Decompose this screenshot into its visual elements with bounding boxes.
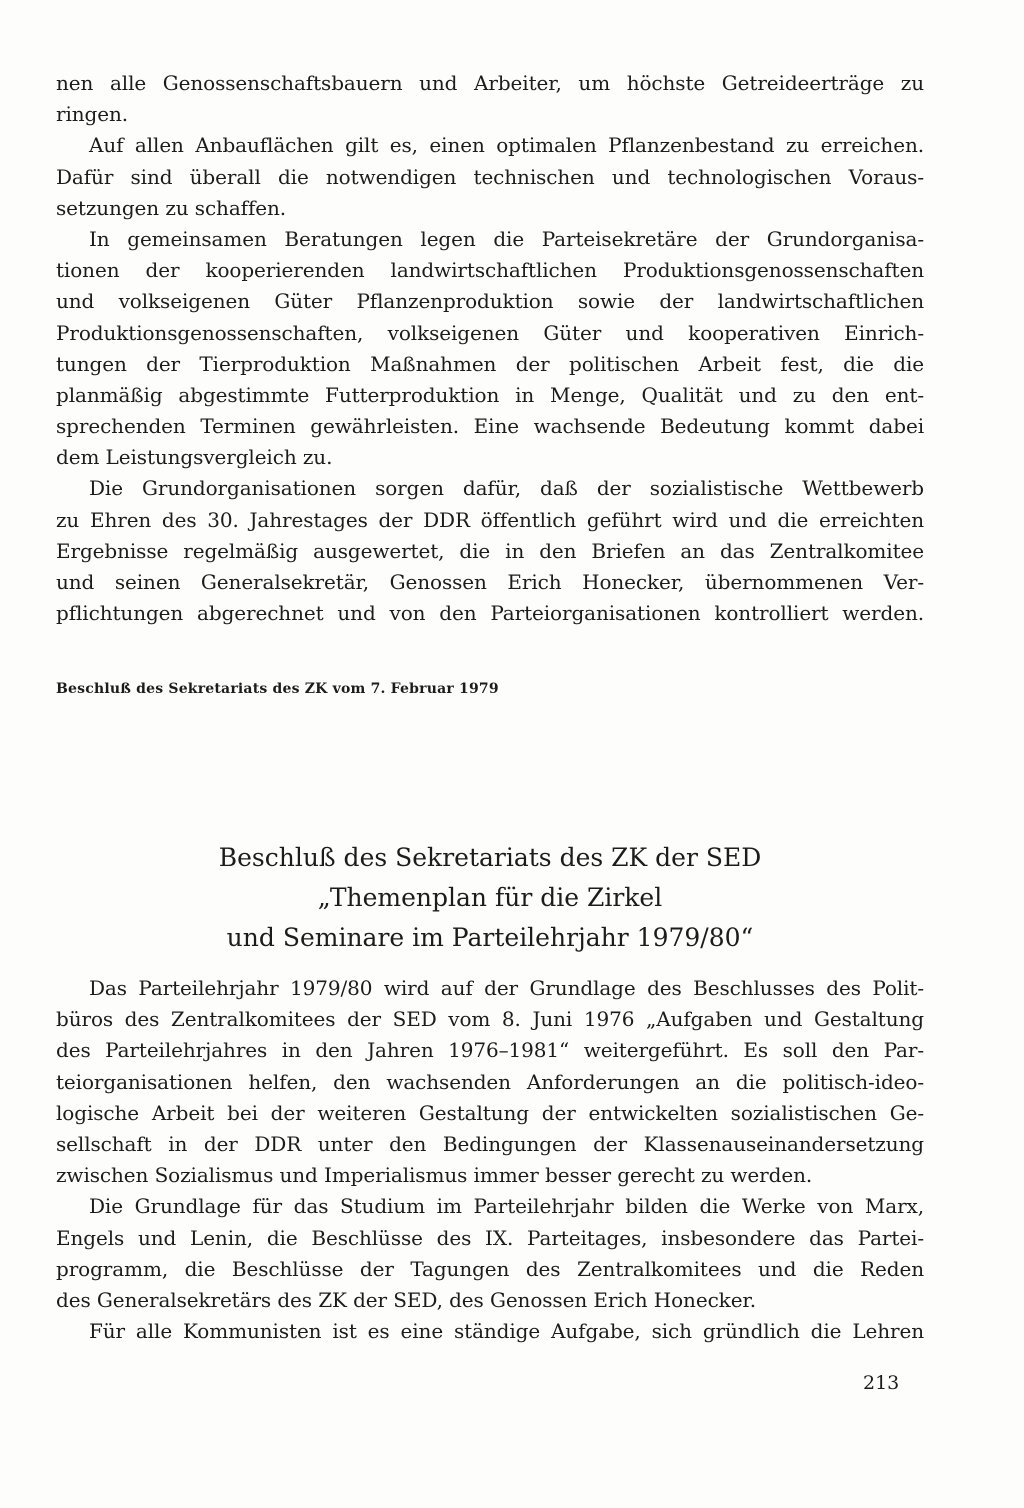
text-line: Auf allen Anbauflächen gilt es, einen optimalen Pflanzenbestand zu erreichen. bbox=[89, 133, 924, 158]
text-line: programm, die Beschlüsse der Tagungen des Zentralkomitees und die Reden bbox=[56, 1256, 924, 1281]
text-line: Die Grundlage für das Studium im Parteilehrjahr bilden die Werke von Marx, bbox=[89, 1194, 924, 1219]
text-line: und volkseigenen Güter Pflanzenproduktion sowie der landwirtschaftlichen bbox=[56, 289, 924, 314]
text-line: ringen. bbox=[56, 102, 129, 127]
text-line: Die Grundorganisationen sorgen dafür, daß der sozialistische Wettbewerb bbox=[89, 476, 924, 501]
text-line: Engels und Lenin, die Beschlüsse des IX. Parteitages, insbesondere das Partei- bbox=[56, 1225, 924, 1250]
text-line: zu Ehren des 30. Jahrestages der DDR öffentlich geführt wird und die erreichten bbox=[56, 507, 924, 532]
text-block-themenplan bbox=[56, 973, 924, 1347]
text-line: logische Arbeit bei der weiteren Gestaltung der entwickelten sozialistischen Ge- bbox=[56, 1100, 924, 1125]
text-line: und seinen Generalsekretär, Genossen Erich Honecker, übernommenen Ver- bbox=[56, 570, 924, 594]
text-line: Produktionsgenossenschaften, volkseigenen Güter und kooperativen Einrich- bbox=[56, 320, 924, 345]
text-line: Das Parteilehrjahr 1979/80 wird auf der Grundlage des Beschlusses des Polit- bbox=[89, 976, 924, 1000]
text-line: planmäßig abgestimmte Futterproduktion in Menge, Qualität und zu den ent- bbox=[56, 382, 924, 407]
text-line: büros des Zentralkomitees der SED vom 8. Juni 1976 „Aufgaben und Gestaltung bbox=[56, 1007, 924, 1032]
page-number: 213 bbox=[863, 1372, 900, 1394]
text-line: setzungen zu schaffen. bbox=[56, 195, 287, 220]
text-line: Für alle Kommunisten ist es eine ständige Aufgabe, sich gründlich die Lehren bbox=[89, 1319, 924, 1344]
text-line: des Parteilehrjahres in den Jahren 1976–1981“ weitergeführt. Es soll den Par- bbox=[56, 1038, 924, 1063]
text-line: tungen der Tierproduktion Maßnahmen der politischen Arbeit fest, die die bbox=[56, 351, 924, 376]
resolution-source-note: Beschluß des Sekretariats des ZK vom 7. Februar 1979 bbox=[56, 681, 499, 697]
text-line: sprechenden Terminen gewährleisten. Eine wachsende Bedeutung kommt dabei bbox=[56, 414, 924, 439]
text-line: nen alle Genossenschaftsbauern und Arbeiter, um höchste Getreideerträge zu bbox=[56, 71, 924, 95]
text-line: zwischen Sozialismus und Imperialismus immer besser gerecht zu werden. bbox=[56, 1163, 813, 1188]
text-line: dem Leistungsvergleich zu. bbox=[56, 445, 333, 470]
text-line: sellschaft in der DDR unter den Bedingungen der Klassenauseinandersetzung bbox=[56, 1131, 924, 1156]
heading-line: „Themenplan für die Zirkel bbox=[317, 883, 663, 912]
heading-line: Beschluß des Sekretariats des ZK der SED bbox=[218, 843, 762, 872]
text-line: Dafür sind überall die notwendigen technischen und technologischen Voraus- bbox=[56, 164, 924, 189]
text-line: In gemeinsamen Beratungen legen die Parteisekretäre der Grundorganisa- bbox=[89, 226, 924, 251]
text-block-continued-resolution bbox=[56, 68, 924, 629]
text-line: Ergebnisse regelmäßig ausgewertet, die in den Briefen an das Zentralkomitee bbox=[56, 538, 924, 563]
text-line: teiorganisationen helfen, den wachsenden Anforderungen an die politisch-ideo- bbox=[56, 1069, 924, 1094]
text-line: des Generalsekretärs des ZK der SED, des Genossen Erich Honecker. bbox=[56, 1287, 756, 1312]
text-line: tionen der kooperierenden landwirtschaftlichen Produktionsgenossenschaften bbox=[56, 258, 924, 283]
resolution-heading bbox=[56, 838, 924, 958]
heading-line: und Seminare im Parteilehrjahr 1979/80“ bbox=[226, 923, 754, 952]
text-line: pflichtungen abgerechnet und von den Parteiorganisationen kontrolliert werden. bbox=[56, 601, 924, 626]
